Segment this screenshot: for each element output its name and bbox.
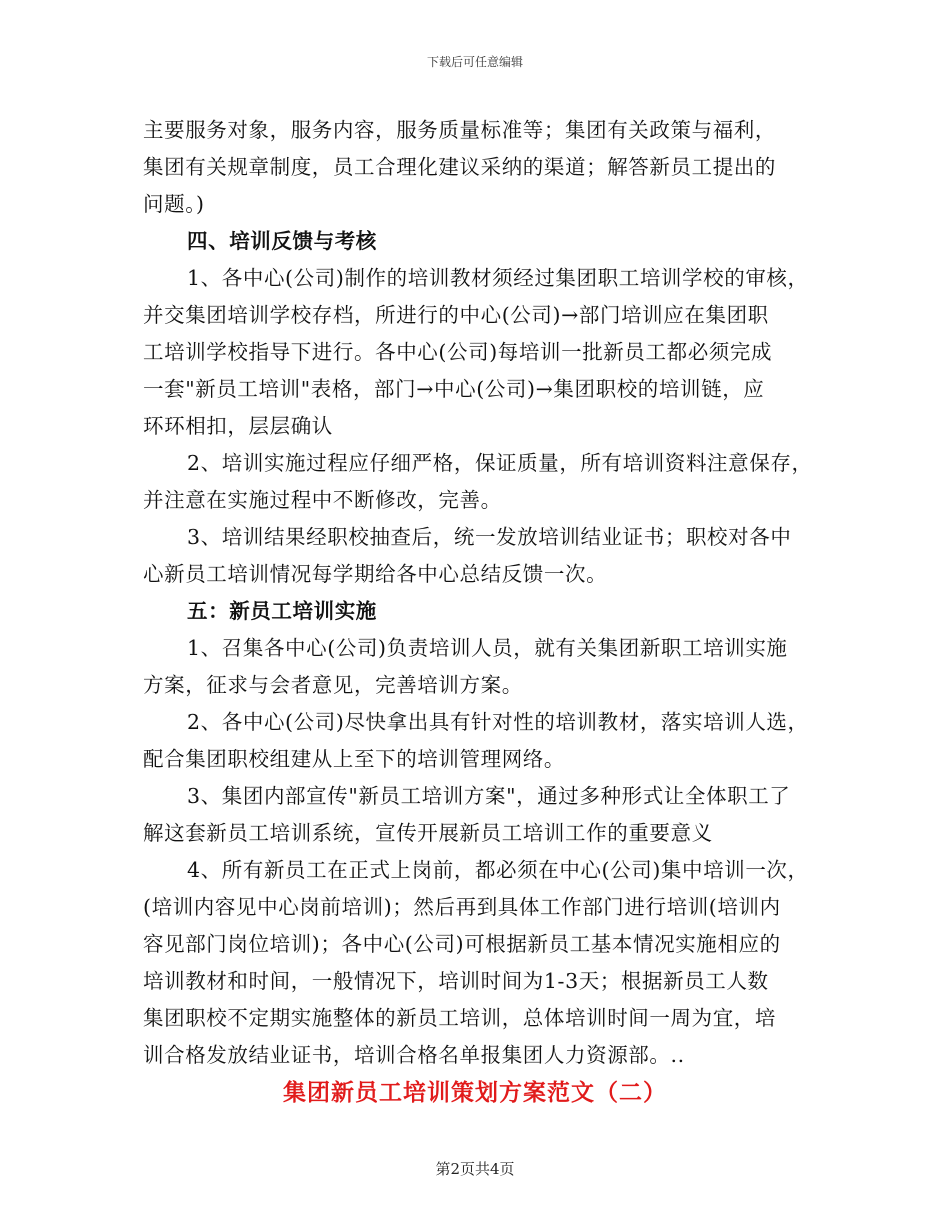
paragraph-line: 2、培训实施过程应仔细严格，保证质量，所有培训资料注意保存， xyxy=(187,451,813,475)
paragraph-line: (培训内容见中心岗前培训)；然后再到具体工作部门进行培训(培训内 xyxy=(143,895,781,919)
paragraph-line: 并注意在实施过程中不断修改，完善。 xyxy=(143,488,502,512)
paragraph-line: 一套"新员工培训"表格，部门→中心(公司)→集团职校的培训链，应 xyxy=(143,377,765,401)
section-heading: 五：新员工培训实施 xyxy=(187,599,377,623)
paragraph-line: 方案，征求与会者意见，完善培训方案。 xyxy=(143,673,523,697)
paragraph-line: 解这套新员工培训系统，宣传开展新员工培训工作的重要意义 xyxy=(143,821,713,845)
paragraph-line: 1、召集各中心(公司)负责培训人员，就有关集团新职工培训实施 xyxy=(187,636,788,660)
paragraph-line: 问题。) xyxy=(143,192,205,216)
paragraph-line: 3、集团内部宣传"新员工培训方案"，通过多种形式让全体职工了 xyxy=(187,784,791,808)
paragraph-line: 心新员工培训情况每学期给各中心总结反馈一次。 xyxy=(143,562,608,586)
paragraph-line: 配合集团职校组建从上至下的培训管理网络。 xyxy=(143,747,565,771)
paragraph-line: 集团有关规章制度，员工合理化建议采纳的渠道；解答新员工提出的 xyxy=(143,155,776,179)
paragraph-line: 集团职校不定期实施整体的新员工培训，总体培训时间一周为宜，培 xyxy=(143,1006,776,1030)
paragraph-line: 容见部门岗位培训)；各中心(公司)可根据新员工基本情况实施相应的 xyxy=(143,932,781,956)
paragraph-line: 2、各中心(公司)尽快拿出具有针对性的培训教材，落实培训人选， xyxy=(187,710,809,734)
paragraph-line: 1、各中心(公司)制作的培训教材须经过集团职工培训学校的审核， xyxy=(187,266,809,290)
paragraph-line: 3、培训结果经职校抽查后，统一发放培训结业证书；职校对各中 xyxy=(187,525,792,549)
section-heading: 四、培训反馈与考核 xyxy=(187,229,377,253)
document-body xyxy=(143,112,823,1074)
paragraph-line: 工培训学校指导下进行。各中心(公司)每培训一批新员工都必须完成 xyxy=(143,340,773,364)
paragraph-line: 培训教材和时间，一般情况下，培训时间为1-3天；根据新员工人数 xyxy=(143,969,769,993)
paragraph-line: 并交集团培训学校存档，所进行的中心(公司)→部门培训应在集团职 xyxy=(143,303,769,327)
paragraph-line: 训合格发放结业证书，培训合格名单报集团人力资源部。.. xyxy=(143,1043,685,1067)
page-header: 下载后可任意编辑 xyxy=(426,55,523,69)
page-footer: 第2页共4页 xyxy=(435,1160,515,1178)
paragraph-line: 主要服务对象，服务内容，服务质量标准等；集团有关政策与福利， xyxy=(143,118,776,142)
section-title: 集团新员工培训策划方案范文（二） xyxy=(283,1079,667,1106)
paragraph-line: 环环相扣，层层确认 xyxy=(143,414,333,438)
paragraph-line: 4、所有新员工在正式上岗前，都必须在中心(公司)集中培训一次， xyxy=(187,858,809,882)
